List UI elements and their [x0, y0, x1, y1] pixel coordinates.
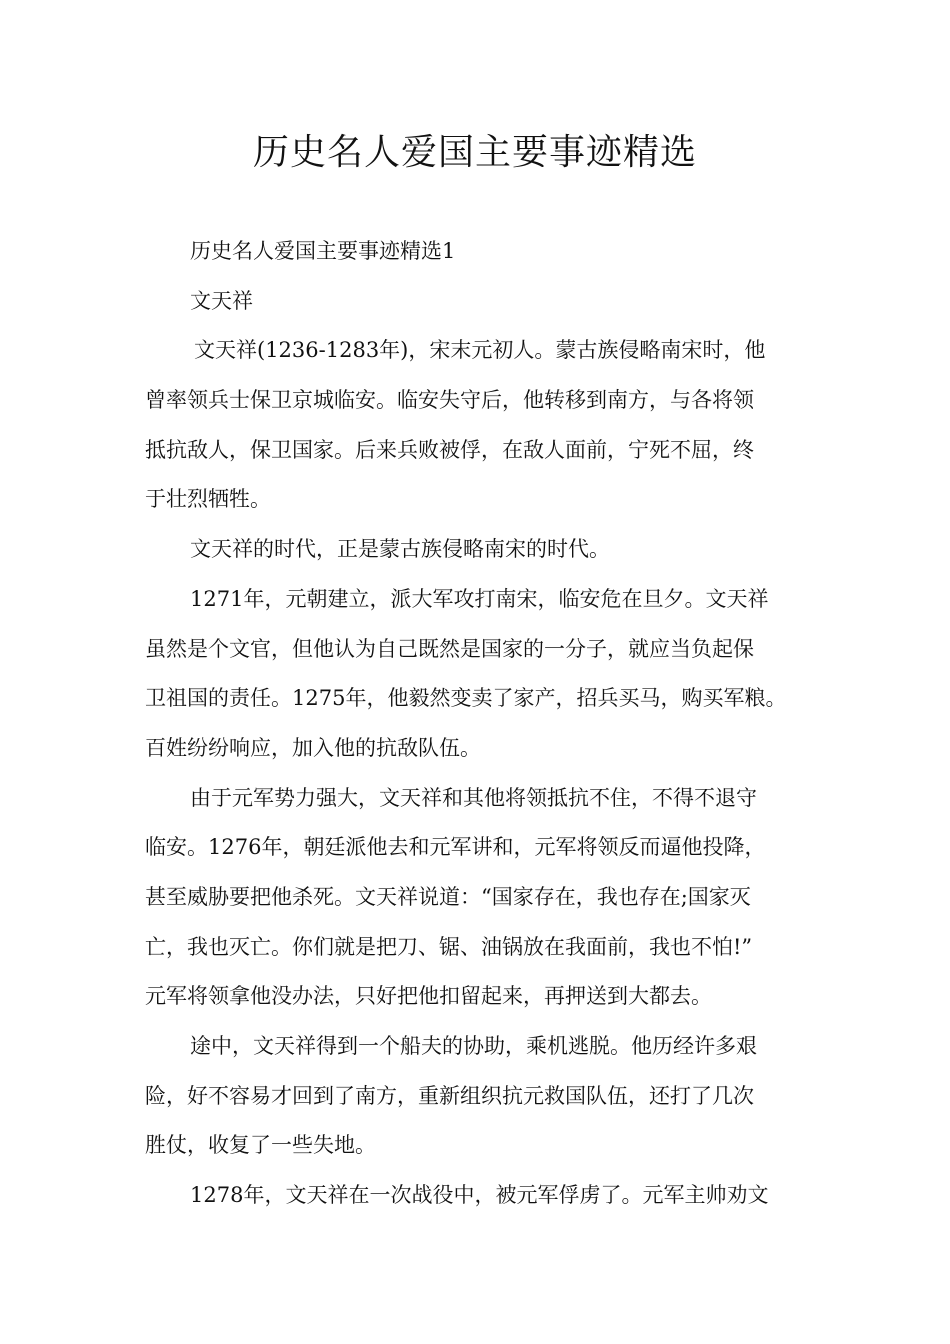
paragraph-line: 元军将领拿他没办法，只好把他扣留起来，再押送到大都去。 — [145, 984, 712, 1009]
paragraph-line: 抵抗敌人，保卫国家。后来兵败被俘，在敌人面前，宁死不屈，终 — [145, 437, 754, 462]
paragraph-line: 虽然是个文官，但他认为自己既然是国家的一分子，就应当负起保 — [145, 636, 754, 661]
paragraph-line: 临安。1276年，朝廷派他去和元军讲和，元军将领反而逼他投降， — [145, 835, 766, 860]
paragraph-line: 1278年，文天祥在一次战役中，被元军俘虏了。元军主帅劝文 — [190, 1183, 769, 1208]
paragraph-line: 1271年，元朝建立，派大军攻打南宋，临安危在旦夕。文天祥 — [190, 586, 769, 611]
paragraph-line: 途中，文天祥得到一个船夫的协助，乘机逃脱。他历经许多艰 — [190, 1034, 757, 1058]
paragraph-line: 曾率领兵士保卫京城临安。临安失守后，他转移到南方，与各将领 — [145, 388, 754, 413]
paragraph-line: 文天祥的时代，正是蒙古族侵略南宋的时代。 — [190, 537, 610, 562]
section-heading: 历史名人爱国主要事迹精选1 — [190, 239, 456, 263]
paragraph-line: 百姓纷纷响应，加入他的抗敌队伍。 — [145, 735, 481, 760]
document-body — [145, 227, 817, 1221]
paragraph-line: 胜仗，收复了一些失地。 — [145, 1133, 376, 1158]
paragraph-line: 于壮烈牺牲。 — [145, 487, 271, 512]
person-name: 文天祥 — [190, 288, 253, 313]
paragraph-line: 险，好不容易才回到了南方，重新组织抗元救国队伍，还打了几次 — [145, 1083, 754, 1108]
paragraph-line: 文天祥(1236-1283年)，宋末元初人。蒙古族侵略南宋时，他 — [194, 338, 766, 363]
document-title: 历史名人爱国主要事迹精选 — [252, 132, 697, 173]
paragraph-line: 卫祖国的责任。1275年，他毅然变卖了家产，招兵买马，购买军粮。 — [145, 686, 787, 711]
paragraph-line: 亡，我也灭亡。你们就是把刀、锯、油锅放在我面前，我也不怕!” — [145, 934, 753, 959]
paragraph-line: 由于元军势力强大，文天祥和其他将领抵抗不住，不得不退守 — [190, 785, 757, 810]
paragraph-line: 甚至威胁要把他杀死。文天祥说道：“国家存在，我也存在;国家灭 — [145, 884, 751, 909]
